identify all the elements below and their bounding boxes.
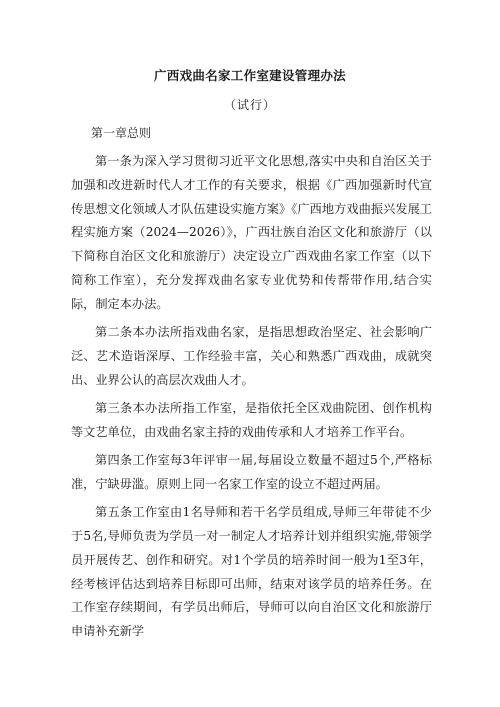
- document-body: [71, 150, 432, 648]
- article-2: 第二条本办法所指戏曲名家，是指思想政治坚定、社会影响广泛、艺术造诣深厚、工作经验丰富，关心和熟悉广西戏曲，成就突出、业界公认的高层次戏曲人才。: [71, 325, 432, 387]
- document-title: 广西戏曲名家工作室建设管理办法: [153, 68, 346, 83]
- article-4: 第四条工作室每3年评审一届,每届设立数量不超过5个,严格标准，宁缺毋滥。原则上同一名家工作室的设立不超过两届。: [71, 453, 432, 491]
- article-5: 第五条工作室由1名导师和若干名学员组成,导师三年带徒不少于5名,导师负责为学员一对一制定人才培养计划并组织实施,带领学员开展传艺、创作和研究。对1个学员的培养时间一般为1至3年，经考核评估达到培养目标即可出师，结束对该学员的培养任务。在工作室存续期间，有学员出师后，导师可以向自治区文化和旅游厅申请补充新学: [71, 505, 432, 639]
- document-subtitle: （试行）: [223, 98, 276, 112]
- chapter-heading: 第一章总则: [91, 126, 152, 140]
- article-3: 第三条本办法所指工作室，是指依托全区戏曲院团、创作机构等文艺单位，由戏曲名家主持的戏曲传承和人才培养工作平台。: [71, 400, 432, 439]
- article-1: 第一条为深入学习贯彻习近平文化思想,落实中央和自治区关于加强和改进新时代人才工作的有关要求，根据《广西加强新时代宣传思想文化领域人才队伍建设实施方案》《广西地方戏曲振兴发展工程实施方案（2024—2026）》，广西壮族自治区文化和旅游厅（以下简称自治区文化和旅游厅）决定设立广西戏曲名家工作室（以下简称工作室），充分发挥戏曲名家专业优势和传帮带作用,结合实际，制定本办法。: [71, 154, 432, 311]
